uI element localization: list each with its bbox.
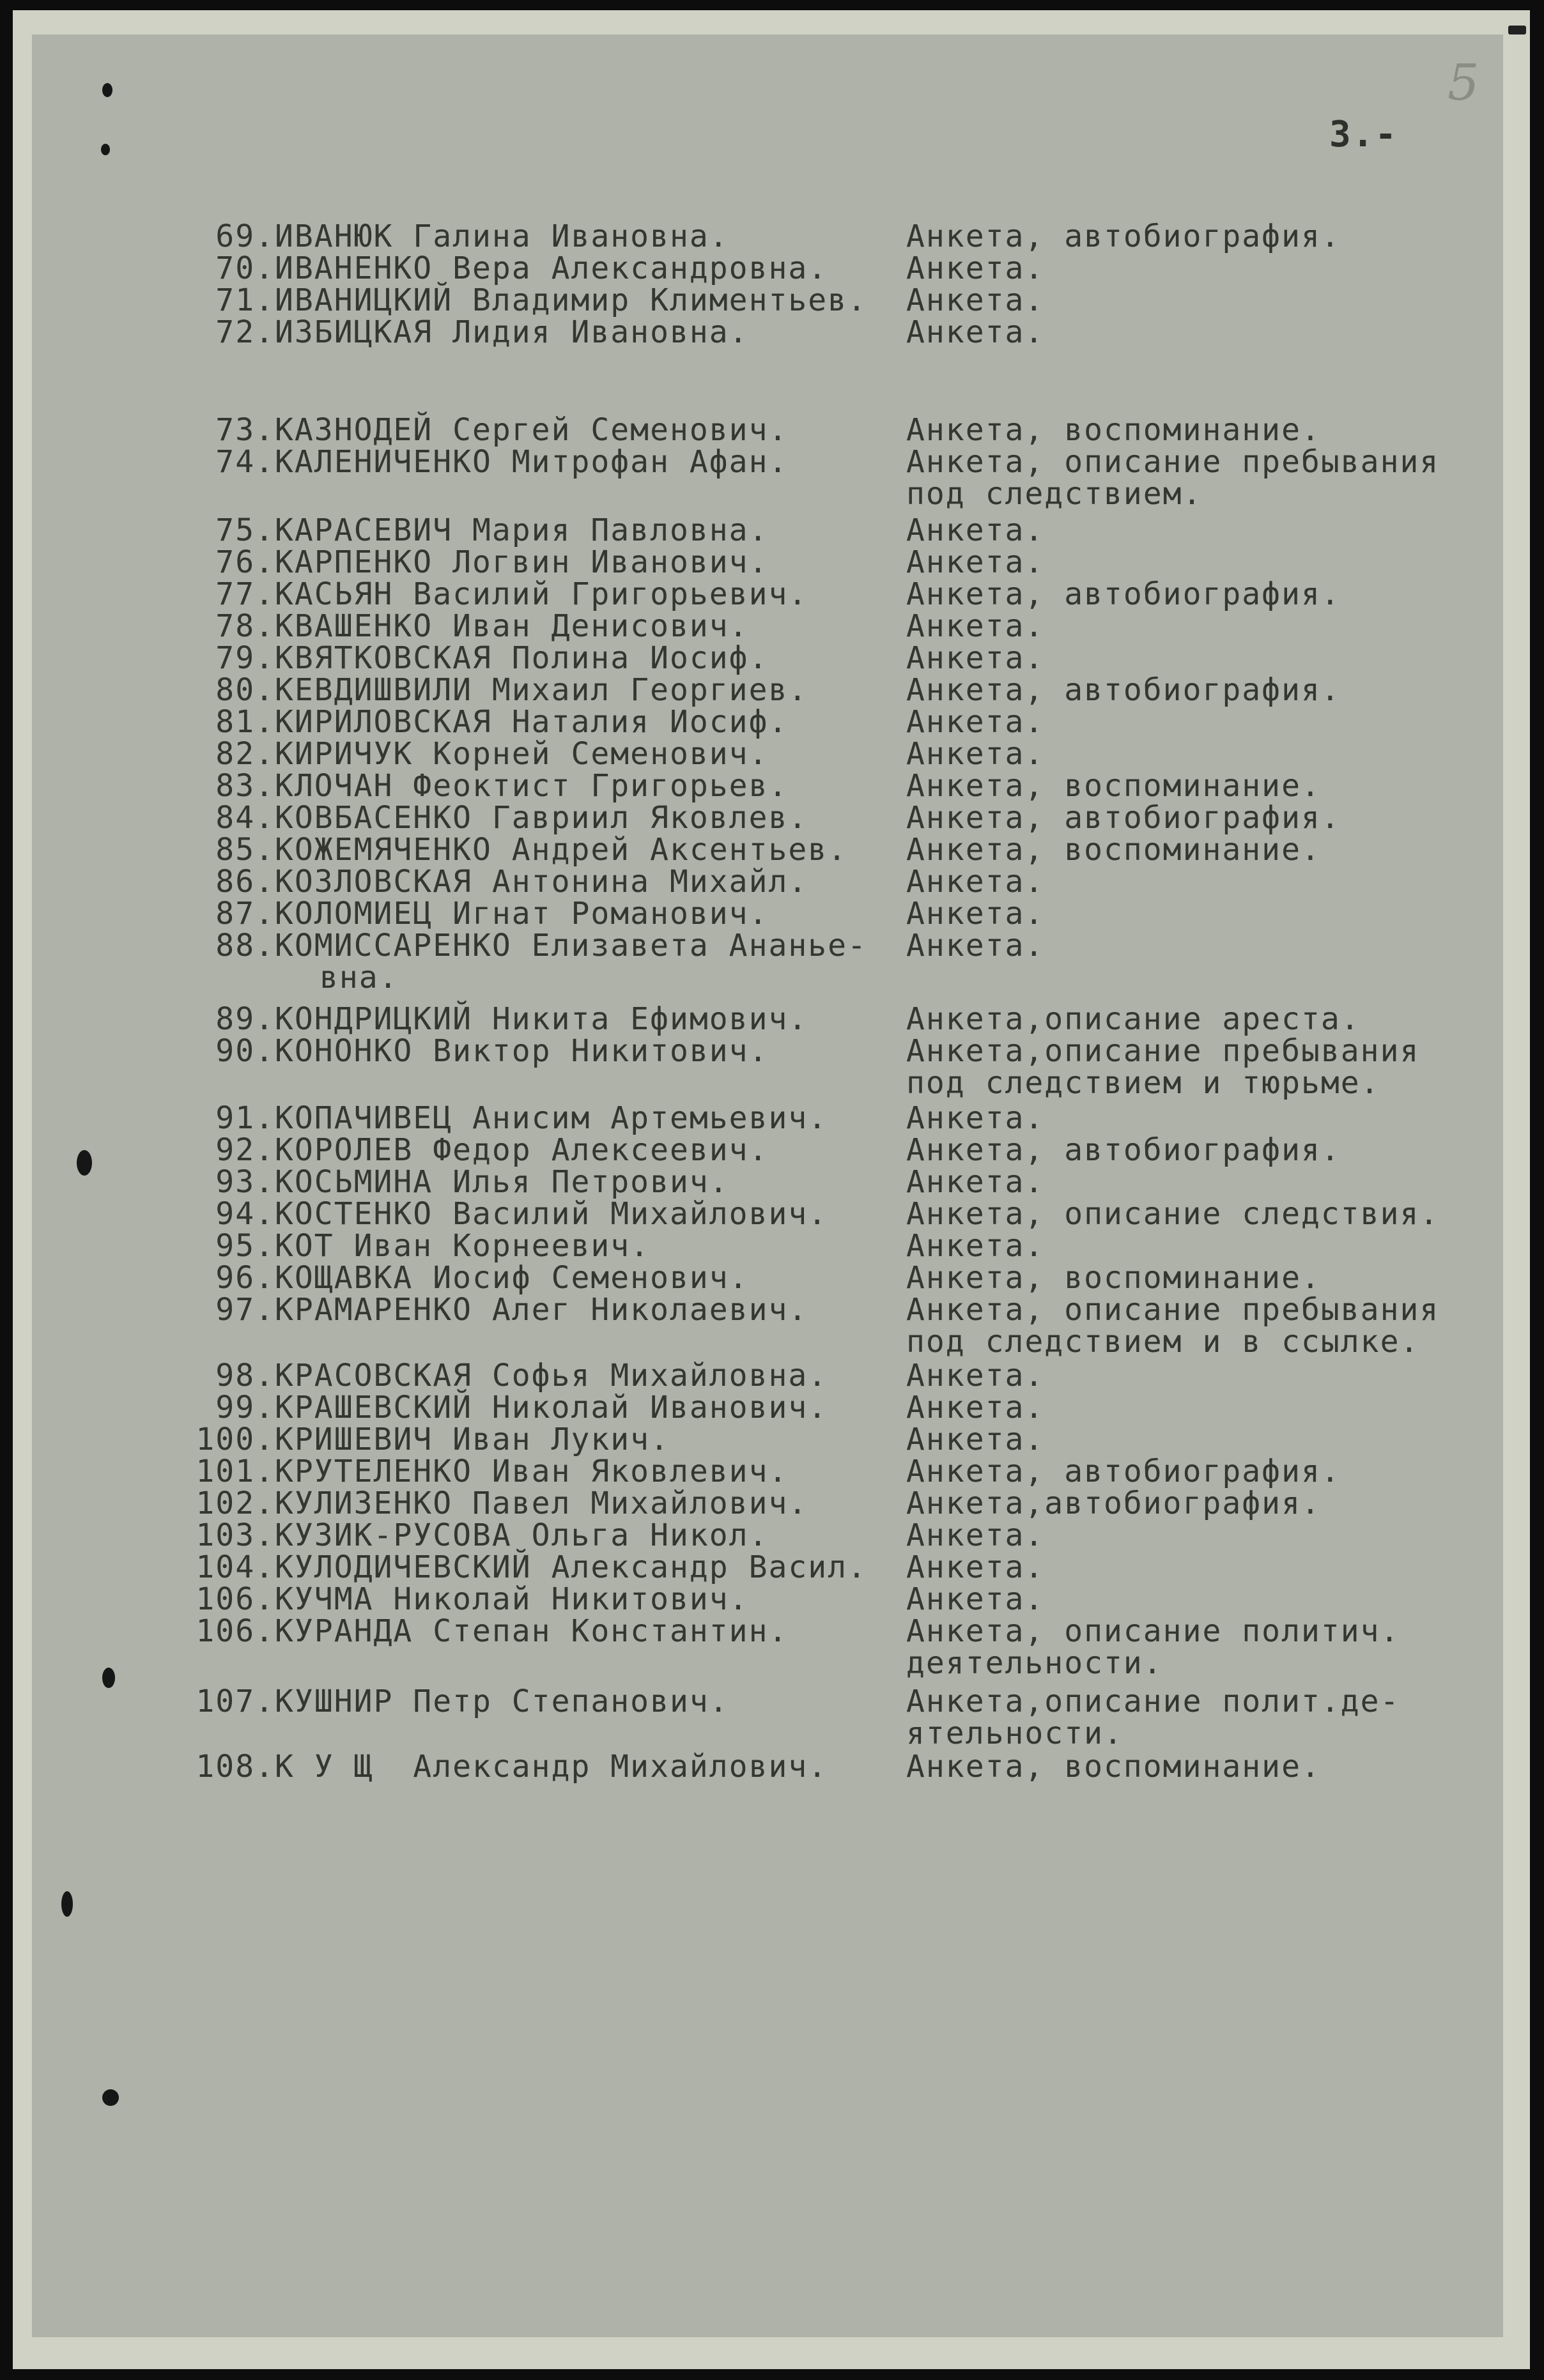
- document-description: Анкета.: [906, 1164, 1045, 1200]
- document-description: Анкета.: [906, 864, 1045, 900]
- person-name: КРАСОВСКАЯ Софья Михайловна.: [275, 1358, 828, 1393]
- document-description: Анкета.: [906, 704, 1045, 740]
- person-name: КАРПЕНКО Логвин Иванович.: [275, 544, 769, 580]
- entry-number: 104.: [196, 1549, 275, 1585]
- document-description: Анкета.: [906, 282, 1045, 318]
- document-description: Анкета, автобиография.: [906, 800, 1341, 836]
- document-description-continued: под следствием.: [906, 476, 1203, 512]
- person-name: ИЗБИЦКАЯ Лидия Ивановна.: [275, 314, 749, 350]
- document-description: Анкета.: [906, 1390, 1045, 1425]
- person-name-continued: вна.: [320, 960, 399, 995]
- entry-number: 108.: [196, 1749, 275, 1785]
- document-description: Анкета.: [906, 928, 1045, 964]
- document-description: Анкета,описание пребывания: [906, 1033, 1420, 1069]
- entry-number: 89.: [215, 1001, 275, 1037]
- document-description: Анкета, воспоминание.: [906, 768, 1321, 804]
- person-name: ИВАНИЦКИЙ Владимир Климентьев.: [275, 282, 867, 318]
- document-description-continued: под следствием и тюрьме.: [906, 1065, 1380, 1101]
- entry-number: 90.: [215, 1033, 275, 1069]
- document-description-continued: деятельности.: [906, 1645, 1163, 1681]
- person-name: КОЩАВКА Иосиф Семенович.: [275, 1260, 749, 1296]
- document-description: Анкета.: [906, 608, 1045, 644]
- document-description: Анкета, автобиография.: [906, 219, 1341, 254]
- person-name: КЕВДИШВИЛИ Михаил Георгиев.: [275, 672, 808, 708]
- person-name: КИРИЧУК Корней Семенович.: [275, 736, 769, 772]
- document-description: Анкета.: [906, 640, 1045, 676]
- document-description: Анкета.: [906, 1549, 1045, 1585]
- document-description: Анкета,автобиография.: [906, 1486, 1321, 1521]
- entry-number: 70.: [215, 250, 275, 286]
- document-description: Анкета, воспоминание.: [906, 412, 1321, 448]
- entry-number: 101.: [196, 1454, 275, 1489]
- entry-number: 85.: [215, 832, 275, 868]
- person-name: КОЗЛОВСКАЯ Антонина Михайл.: [275, 864, 808, 900]
- document-description: Анкета.: [906, 314, 1045, 350]
- person-name: КУЛИЗЕНКО Павел Михайлович.: [275, 1486, 808, 1521]
- entry-number: 97.: [215, 1292, 275, 1328]
- document-description: Анкета, описание следствия.: [906, 1196, 1440, 1232]
- entry-number: 106.: [196, 1613, 275, 1649]
- entry-number: 102.: [196, 1486, 275, 1521]
- document-description: Анкета,описание полит.де-: [906, 1684, 1400, 1719]
- document-description-continued: под следствием и в ссылке.: [906, 1324, 1420, 1360]
- document-description-continued: ятельности.: [906, 1716, 1123, 1751]
- person-name: КОНДРИЦКИЙ Никита Ефимович.: [275, 1001, 808, 1037]
- person-name: КОЖЕМЯЧЕНКО Андрей Аксентьев.: [275, 832, 848, 868]
- entry-number: 75.: [215, 512, 275, 548]
- entry-number: 69.: [215, 219, 275, 254]
- person-name: КУРАНДА Степан Константин.: [275, 1613, 789, 1649]
- person-name: ИВАНЕНКО Вера Александровна.: [275, 250, 828, 286]
- person-name: КРАШЕВСКИЙ Николай Иванович.: [275, 1390, 828, 1425]
- person-name: КУЗИК-РУСОВА Ольга Никол.: [275, 1517, 769, 1553]
- entry-number: 82.: [215, 736, 275, 772]
- entry-number: 86.: [215, 864, 275, 900]
- entry-number: 81.: [215, 704, 275, 740]
- document-description: Анкета.: [906, 1100, 1045, 1136]
- person-name: КРАМАРЕНКО Алег Николаевич.: [275, 1292, 808, 1328]
- document-description: Анкета.: [906, 896, 1045, 932]
- entry-number: 78.: [215, 608, 275, 644]
- entry-number: 100.: [196, 1422, 275, 1457]
- entry-number: 93.: [215, 1164, 275, 1200]
- person-name: КРИШЕВИЧ Иван Лукич.: [275, 1422, 670, 1457]
- document-description: Анкета.: [906, 1581, 1045, 1617]
- document-description: Анкета, воспоминание.: [906, 1260, 1321, 1296]
- document-description: Анкета, автобиография.: [906, 1454, 1341, 1489]
- person-name: К У Щ Александр Михайлович.: [275, 1749, 828, 1785]
- person-name: КОПАЧИВЕЦ Анисим Артемьевич.: [275, 1100, 828, 1136]
- entry-number: 95.: [215, 1228, 275, 1264]
- person-name: КОРОЛЕВ Федор Алексеевич.: [275, 1132, 769, 1168]
- document-description: Анкета, описание политич.: [906, 1613, 1400, 1649]
- entry-number: 94.: [215, 1196, 275, 1232]
- entry-number: 72.: [215, 314, 275, 350]
- document-description: Анкета.: [906, 1228, 1045, 1264]
- document-description: Анкета.: [906, 1358, 1045, 1393]
- handwritten-page-number: 5: [1448, 54, 1479, 112]
- person-name: КОВБАСЕНКО Гавриил Яковлев.: [275, 800, 808, 836]
- person-name: КРУТЕЛЕНКО Иван Яковлевич.: [275, 1454, 789, 1489]
- entry-number: 92.: [215, 1132, 275, 1168]
- entry-number: 98.: [215, 1358, 275, 1393]
- entry-number: 103.: [196, 1517, 275, 1553]
- entry-number: 79.: [215, 640, 275, 676]
- person-name: КОСЬМИНА Илья Петрович.: [275, 1164, 729, 1200]
- entry-number: 99.: [215, 1390, 275, 1425]
- document-description: Анкета, автобиография.: [906, 1132, 1341, 1168]
- entry-number: 88.: [215, 928, 275, 964]
- person-name: КАСЬЯН Василий Григорьевич.: [275, 576, 808, 612]
- document-description: Анкета.: [906, 736, 1045, 772]
- person-name: КОТ Иван Корнеевич.: [275, 1228, 651, 1264]
- document-description: Анкета.: [906, 250, 1045, 286]
- document-description: Анкета.: [906, 544, 1045, 580]
- entry-number: 71.: [215, 282, 275, 318]
- person-name: ИВАНЮК Галина Ивановна.: [275, 219, 729, 254]
- document-description: Анкета, описание пребывания: [906, 1292, 1440, 1328]
- person-name: КОСТЕНКО Василий Михайлович.: [275, 1196, 828, 1232]
- document-description: Анкета, воспоминание.: [906, 1749, 1321, 1785]
- person-name: КАРАСЕВИЧ Мария Павловна.: [275, 512, 769, 548]
- person-name: КЛОЧАН Феоктист Григорьев.: [275, 768, 789, 804]
- document-description: Анкета,описание ареста.: [906, 1001, 1361, 1037]
- document-description: Анкета, автобиография.: [906, 576, 1341, 612]
- person-name: КАЗНОДЕЙ Сергей Семенович.: [275, 412, 789, 448]
- person-name: КОМИССАРЕНКО Елизавета Ананье-: [275, 928, 867, 964]
- entry-number: 83.: [215, 768, 275, 804]
- entry-number: 91.: [215, 1100, 275, 1136]
- document-description: Анкета.: [906, 1422, 1045, 1457]
- person-name: КАЛЕНИЧЕНКО Митрофан Афан.: [275, 444, 789, 480]
- person-name: КВЯТКОВСКАЯ Полина Иосиф.: [275, 640, 769, 676]
- entry-number: 87.: [215, 896, 275, 932]
- document-description: Анкета, воспоминание.: [906, 832, 1321, 868]
- entry-number: 74.: [215, 444, 275, 480]
- typed-page-number: 3.-: [1329, 114, 1398, 155]
- document-description: Анкета, автобиография.: [906, 672, 1341, 708]
- entry-number: 76.: [215, 544, 275, 580]
- person-name: КУЧМА Николай Никитович.: [275, 1581, 749, 1617]
- person-name: КУШНИР Петр Степанович.: [275, 1684, 729, 1719]
- person-name: КИРИЛОВСКАЯ Наталия Иосиф.: [275, 704, 789, 740]
- person-name: КВАШЕНКО Иван Денисович.: [275, 608, 749, 644]
- person-name: КОНОНКО Виктор Никитович.: [275, 1033, 769, 1069]
- document-description: Анкета.: [906, 1517, 1045, 1553]
- entry-number: 84.: [215, 800, 275, 836]
- entry-number: 80.: [215, 672, 275, 708]
- document-description: Анкета, описание пребывания: [906, 444, 1440, 480]
- person-name: КУЛОДИЧЕВСКИЙ Александр Васил.: [275, 1549, 867, 1585]
- entry-number: 77.: [215, 576, 275, 612]
- entry-number: 96.: [215, 1260, 275, 1296]
- entry-number: 73.: [215, 412, 275, 448]
- entry-number: 106.: [196, 1581, 275, 1617]
- person-name: КОЛОМИЕЦ Игнат Романович.: [275, 896, 769, 932]
- entry-number: 107.: [196, 1684, 275, 1719]
- document-description: Анкета.: [906, 512, 1045, 548]
